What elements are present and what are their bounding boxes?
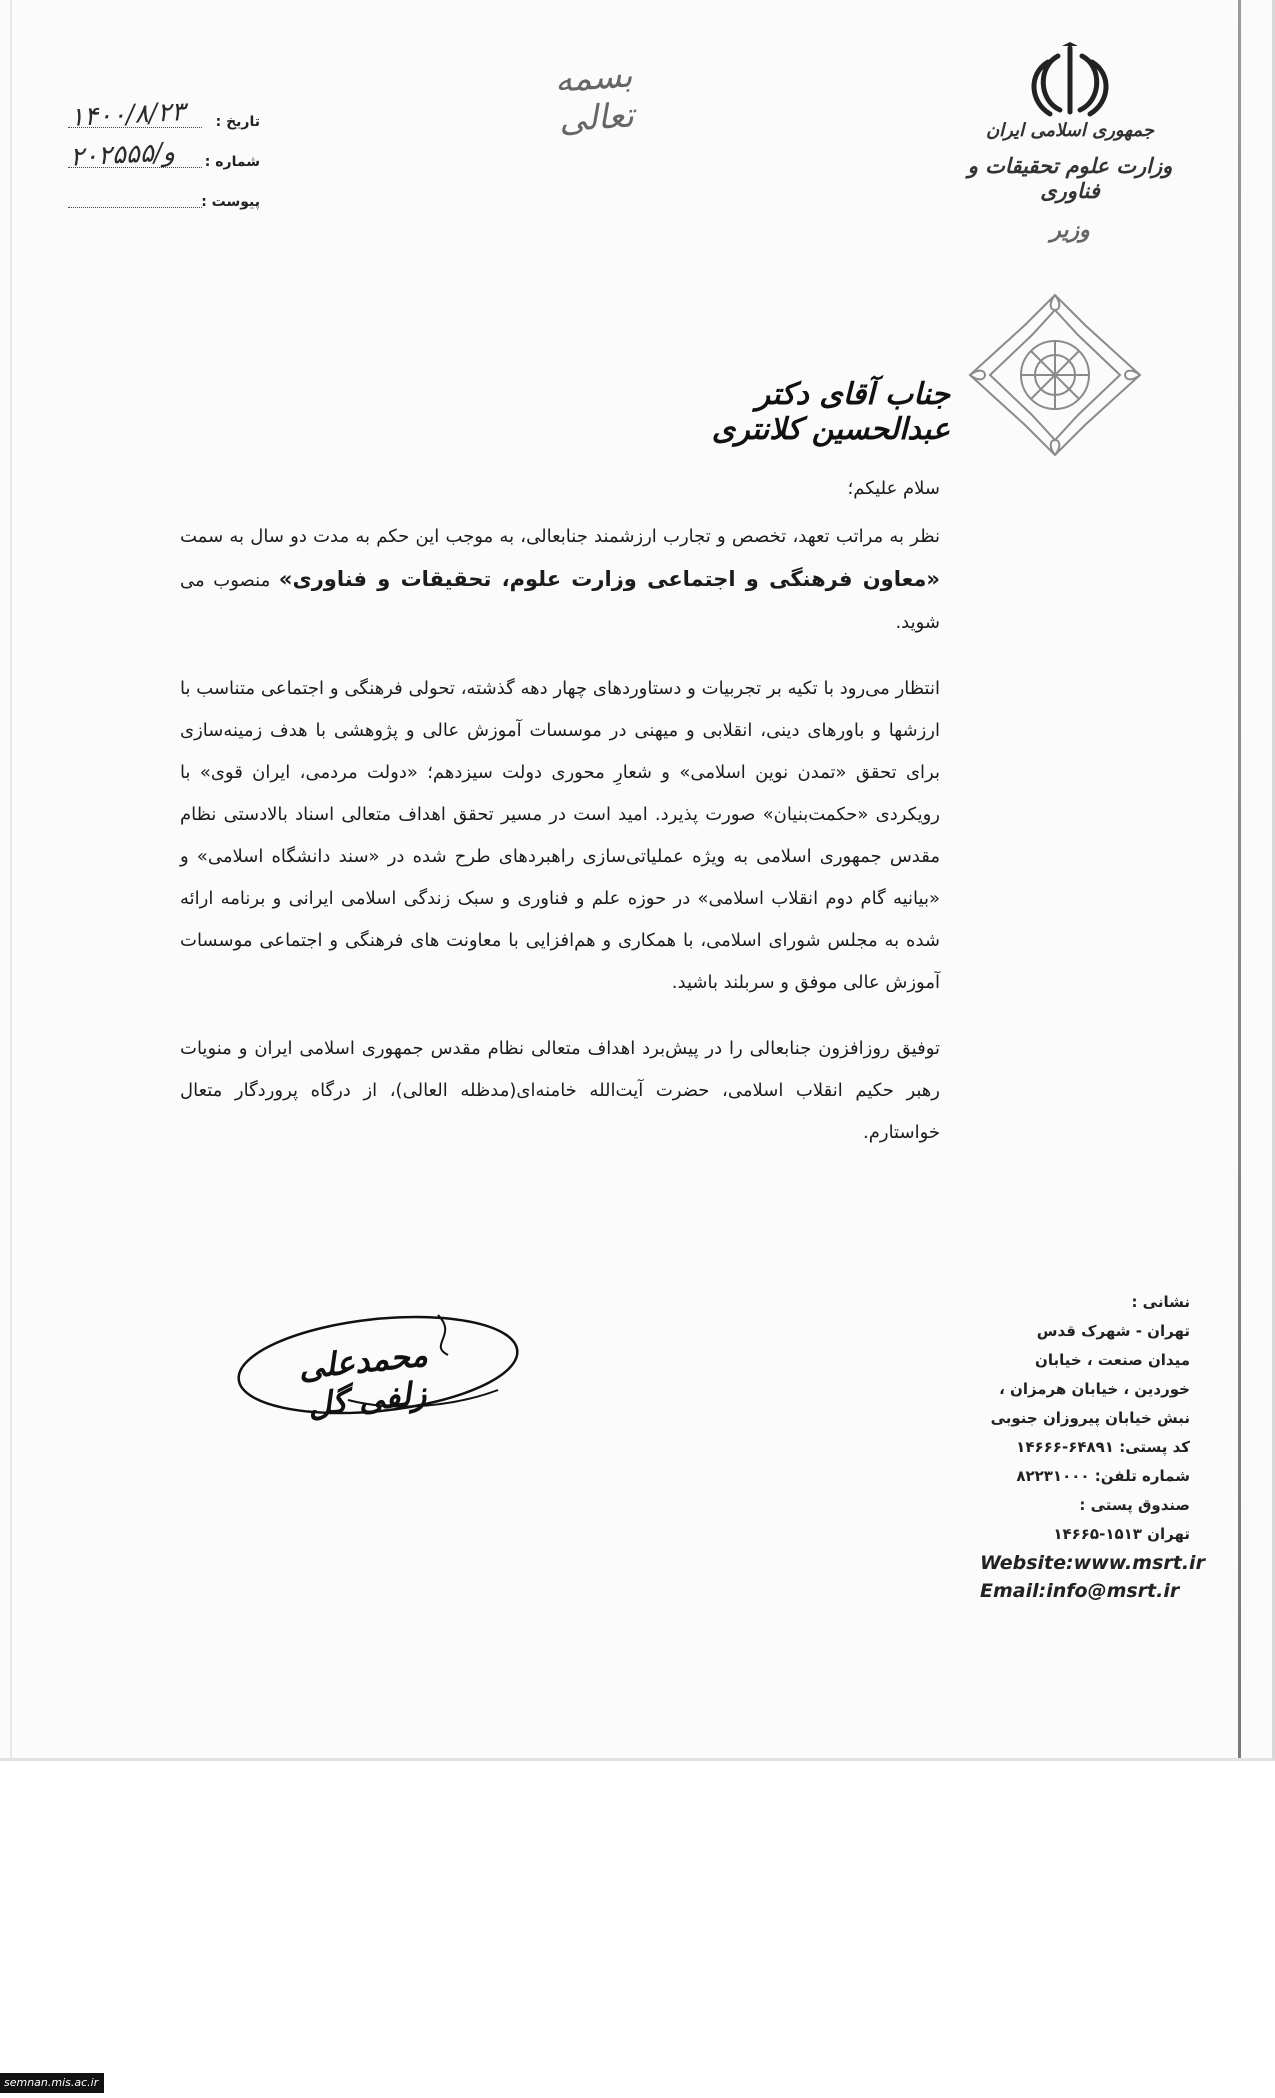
attachment-row (60, 180, 260, 220)
address-block (960, 1288, 1205, 1605)
appointment-text-end: منصوب می شوید. (180, 570, 940, 633)
letter-metadata (60, 97, 260, 220)
postal-code: کد پستی: ۶۴۸۹۱-۱۴۶۶۶ (1016, 1438, 1190, 1456)
number-label: شماره : (204, 154, 260, 170)
margin-rule (1238, 0, 1241, 1758)
address-line-4: نبش خیابان پیروزان جنوبی (990, 1409, 1190, 1427)
recipient-name: جناب آقای دکتر عبدالحسین کلانتری (711, 377, 950, 447)
appointment-text-start: نظر به مراتب تعهد، تخصص و تجارب ارزشمند جنابعالی، به موجب این حکم به مدت دو سال به سمت (180, 526, 940, 547)
attachment-label: پیوست : (201, 194, 260, 210)
ministry-letterhead (960, 120, 1180, 243)
date-value: ۱۴۰۰/۸/۲۳ (69, 97, 186, 133)
address-line-2: میدان صنعت ، خیابان (1035, 1351, 1190, 1369)
ministry-name: وزارت علوم تحقیقات و فناوری (967, 153, 1173, 203)
attachment-line (68, 207, 202, 208)
signature-name: محمدعلی زلفی گل (296, 1335, 430, 1424)
date-row (60, 97, 260, 140)
ministry-country: جمهوری اسلامی ایران (985, 120, 1155, 141)
appointment-position: «معاون فرهنگی و اجتماعی وزارت علوم، تحقیقات و فناوری» (278, 567, 941, 591)
paragraph-closing: توفیق روزافزون جنابعالی را در پیش‌برد اهداف متعالی نظام مقدس جمهوری اسلامی ایران و منویات رهبر حکیم انقلاب اسلامی، حضرت آیت‌الله خامنه‌ای(مدظله العالی)، از درگاه پروردگار متعال خواستارم. (180, 1038, 940, 1143)
address-line-3: خوردین ، خیابان هرمزان ، (999, 1380, 1190, 1398)
ornament-icon (960, 290, 1150, 460)
paragraph-appointment (180, 516, 940, 644)
website-link[interactable]: Website:www.msrt.ir (980, 1552, 1205, 1574)
paragraph-expectations: انتظار می‌رود با تکیه بر تجربیات و دستاوردهای چهار دهه گذشته، تحولی فرهنگی و اجتماعی متناسب با ارزشها و باورهای دینی، انقلابی و میهنی در موسسات آموزش عالی و پژوهشی با هدف زمینه‌سازی برای تحقق «تمدن نوین اسلامی» و شعارِ محوری دولت سیزدهم؛ «دولت مردمی، ایران قوی» با رویکردی «حکمت‌بنیان» صورت پذیرد. امید است در مسیر تحقق اهداف متعالی اسناد بالادستی نظام مقدس جمهوری اسلامی به ویژه عملیاتی‌سازی راهبردهای طرح شده در «سند دانشگاه اسلامی» و «بیانیه گام دوم انقلاب اسلامی» در حوزه علم و فناوری و سبک زندگی اسلامی ایرانی و برنامه ارائه شده به مجلس شورای اسلامی، با همکاری و هم‌افزایی با معاونت های فرهنگی و اجتماعی موسسات آموزش عالی موفق و سربلند باشید. (180, 678, 940, 993)
page-left-edge (10, 0, 12, 1758)
address-line-1: تهران - شهرک قدس (1036, 1322, 1190, 1340)
date-label: تاریخ : (215, 114, 260, 130)
source-watermark: semnan.mis.ac.ir (0, 2073, 104, 2093)
number-value: ۲۰۲۵۵۵/و (69, 137, 176, 173)
greeting: سلام علیکم؛ (847, 478, 940, 499)
address-label: نشانی : (1131, 1293, 1190, 1311)
date-line (68, 127, 202, 128)
po-box: تهران ۱۵۱۳-۱۴۶۶۵ (1053, 1525, 1190, 1543)
number-line (68, 167, 202, 168)
po-box-label: صندوق پستی : (1079, 1496, 1190, 1514)
email-link[interactable]: Email:info@msrt.ir (980, 1580, 1180, 1602)
letter-body (180, 468, 940, 1178)
bismillah-heading: بسمه تعالی (553, 55, 636, 141)
ministry-role: وزیر (1050, 217, 1090, 243)
phone-number: شماره تلفن: ۸۲۲۳۱۰۰۰ (1016, 1467, 1190, 1485)
number-row (60, 137, 260, 180)
iran-emblem-icon (1020, 42, 1120, 120)
